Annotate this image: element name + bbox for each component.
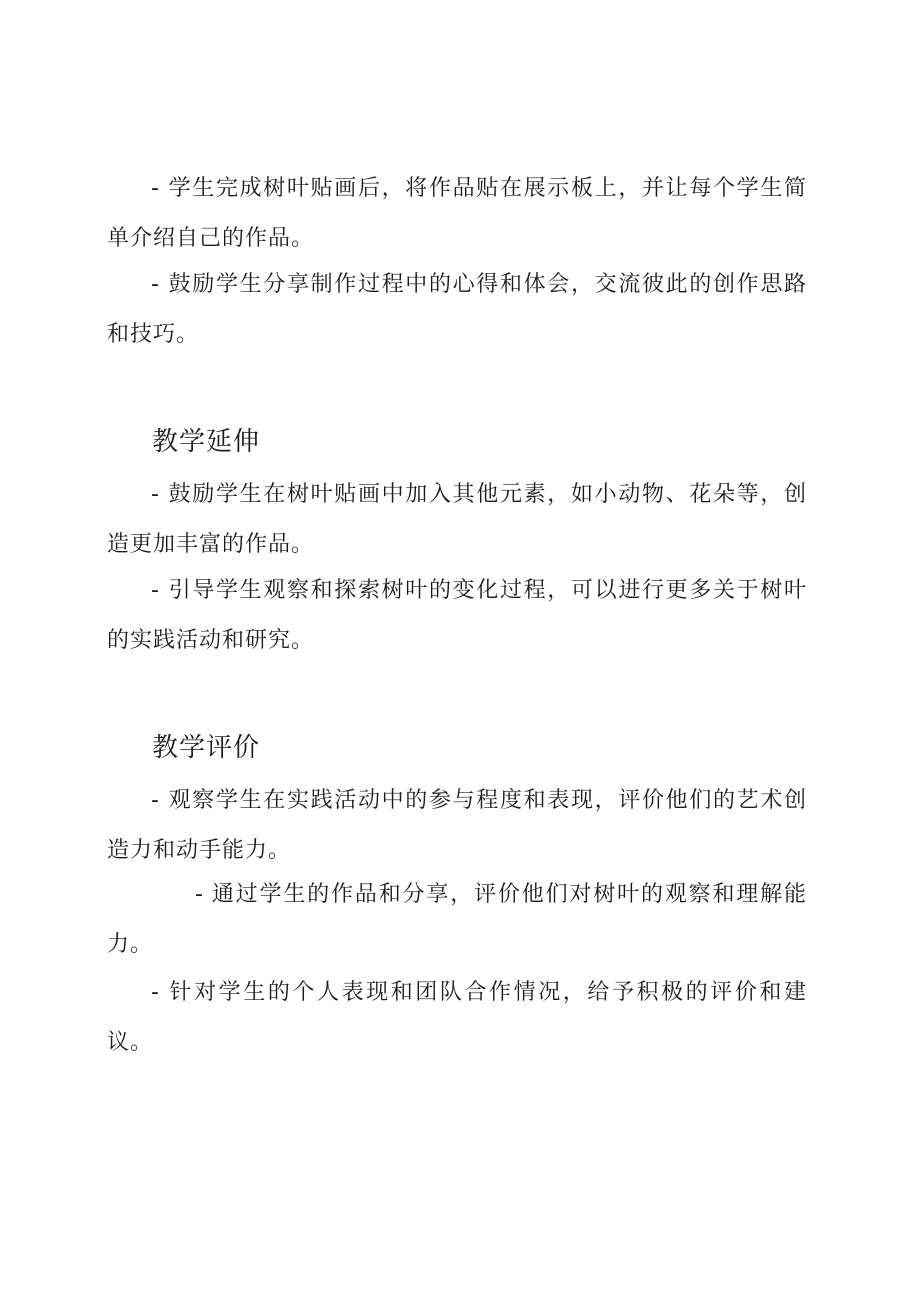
paragraph [107,870,807,970]
list-dash: - [195,882,204,907]
paragraph: - 鼓励学生分享制作过程中的心得和体会，交流彼此的创作思路和技巧。 [107,272,807,347]
paragraph: - 观察学生在实践活动中的参与程度和表现，评价他们的艺术创造力和动手能力。 [107,788,807,863]
paragraph-text: 通过学生的作品和分享，评价他们对树叶的观察和理解能力。 [107,882,807,957]
section-heading: 教学延伸 [152,427,261,457]
paragraph: - 引导学生观察和探索树叶的变化过程，可以进行更多关于树叶的实践活动和研究。 [107,578,807,653]
paragraph: - 针对学生的个人表现和团队合作情况，给予积极的评价和建议。 [107,980,807,1055]
paragraph: - 学生完成树叶贴画后，将作品贴在展示板上，并让每个学生简单介绍自己的作品。 [107,176,807,251]
paragraph: - 鼓励学生在树叶贴画中加入其他元素，如小动物、花朵等，创造更加丰富的作品。 [107,482,807,557]
section-heading: 教学评价 [152,733,261,763]
